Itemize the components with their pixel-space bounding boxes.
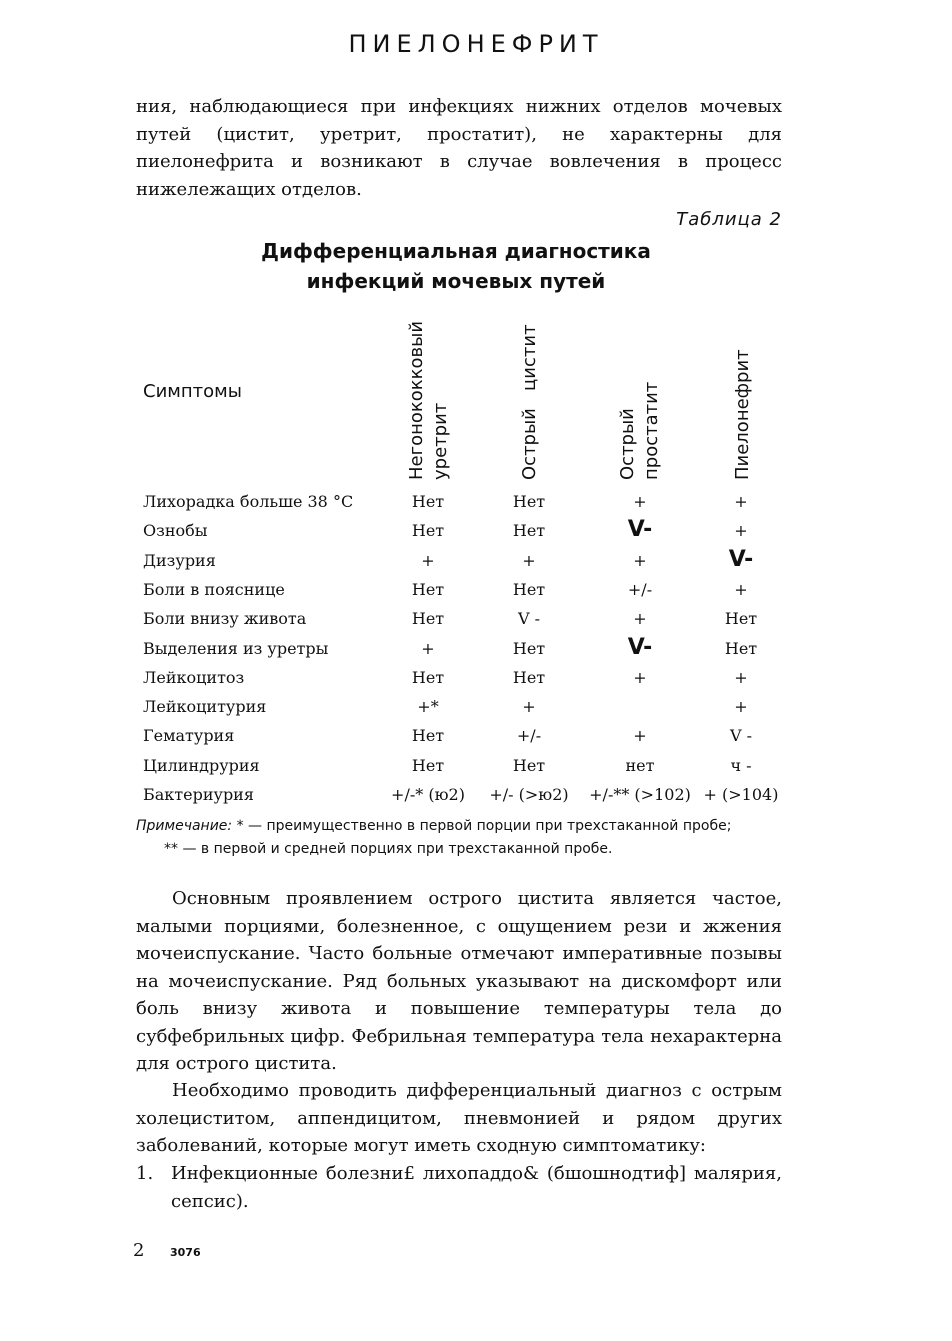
column-header-prostatitis [616, 382, 664, 480]
paragraph-2: Необходимо проводить дифференциальный диагноз с острым холециститом, аппендицитом, пневмонией и рядом других заболеваний, которые могут иметь сходную симптоматику: [136, 1080, 782, 1156]
table-cell: Нет [411, 726, 445, 746]
table-cell: +/- (>ю2) [489, 785, 569, 804]
table-cell: + [421, 550, 435, 570]
table-cell: + [633, 726, 647, 746]
table-cell: V - [517, 609, 541, 629]
table-cell: Нет [512, 667, 546, 687]
paragraph-1: Основным проявлением острого цистита является частое, малыми порциями, болезненное, с ощущением рези и жжения мочеиспускание. Часто больные отмечают императивные позывы на мочеиспускание. Ряд больных указывают на дискомфорт или боль внизу живота и повышение температуры тела до субфебрильных цифр. Фебрильная температура тела нехарактерна для острого цистита. [136, 888, 782, 1074]
table-cell: нет [625, 755, 655, 775]
row-label: Лейкоцитоз [143, 667, 245, 687]
table-cell: +/-** (>102) [589, 785, 691, 804]
table-cell: + [734, 697, 748, 717]
table-cell: + [633, 609, 647, 629]
row-label: Боли в пояснице [143, 579, 285, 599]
table-cell: + [522, 697, 536, 717]
table-cell: Нет [512, 755, 546, 775]
row-label: Лейкоцитурия [143, 697, 267, 717]
row-label: Ознобы [143, 521, 208, 541]
symptoms-column-header: Симптомы [143, 381, 242, 402]
footer-code: 3076 [170, 1246, 201, 1259]
note-line-2: ** — в первой и средней порциях при трехстаканной пробе. [164, 841, 613, 857]
column-header-prostatitis-line-1: Острый [617, 408, 638, 480]
table-cell: +/-* (ю2) [391, 785, 465, 804]
column-header-urethritis-line-2: уретрит [430, 402, 451, 480]
note-label: Примечание: [136, 818, 233, 834]
table-cell: + [633, 550, 647, 570]
column-header-urethritis-line-1: Негонококковый [406, 320, 427, 480]
running-header: ПИЕЛОНЕФРИТ [348, 30, 604, 58]
table-cell: Нет [411, 667, 445, 687]
table-cell: V- [627, 634, 653, 660]
table-cell: + [734, 521, 748, 541]
table-cell: V- [627, 517, 653, 543]
table-cell: Нет [411, 755, 445, 775]
table-title [136, 236, 776, 296]
table-cell: V- [728, 546, 754, 572]
row-label: Выделения из уретры [143, 638, 329, 658]
row-label: Бактериурия [143, 785, 254, 804]
table-cell: Нет [411, 521, 445, 541]
table-cell: + [734, 579, 748, 599]
column-header-cystitis-line-1: Острый цистит [519, 324, 540, 480]
table-cell: +* [417, 697, 439, 717]
row-label: Боли внизу живота [143, 609, 307, 629]
table-cell: Нет [512, 579, 546, 599]
table-cell: Нет [512, 492, 546, 511]
table-label: Таблица 2 [676, 209, 782, 230]
column-header-prostatitis-line-2: простатит [641, 381, 662, 480]
column-header-urethritis [405, 321, 453, 480]
table-cell: Нет [724, 609, 758, 629]
table-note [136, 815, 731, 838]
table-cell: + [522, 550, 536, 570]
table-cell: +/- [627, 579, 653, 599]
table-cell: Нет [512, 638, 546, 658]
table-cell: Нет [411, 579, 445, 599]
list-item-1-text: Инфекционные болезни£ лихопаддо& (бшошнодтиф] малярия, сепсис). [171, 1163, 782, 1212]
table-cell: + [421, 638, 435, 658]
table-cell: V - [729, 726, 753, 746]
table-title-line-1: Дифференциальная диагностика [261, 239, 651, 263]
column-header-pyelonephritis [731, 349, 755, 480]
column-header-pyelonephritis-line-1: Пиелонефрит [732, 349, 753, 480]
row-label: Гематурия [143, 726, 235, 746]
intro-paragraph: ния, наблюдающиеся при инфекциях нижних отделов мочевых путей (цистит, уретрит, простатит), не характерны для пиелонефрита и возникают в случае вовлечения в процесс нижележащих отделов. [136, 96, 782, 200]
table-cell: + (>104) [703, 785, 779, 804]
table-cell: Нет [411, 609, 445, 629]
table-cell: + [734, 667, 748, 687]
table-cell: ч - [730, 755, 752, 775]
table-title-line-2: инфекций мочевых путей [306, 269, 606, 293]
page-number: 2 [133, 1240, 145, 1261]
table-cell: +/- [516, 726, 542, 746]
row-label: Лихорадка больше 38 °С [143, 492, 354, 511]
table-cell: + [633, 667, 647, 687]
row-label: Дизурия [143, 550, 216, 570]
table-cell: Нет [724, 638, 758, 658]
table-cell: Нет [512, 521, 546, 541]
list-item-1-number: 1. [136, 1163, 154, 1184]
table-cell: + [633, 492, 647, 511]
table-cell: Нет [411, 492, 445, 511]
table-cell: + [734, 492, 748, 511]
column-header-cystitis [518, 324, 542, 480]
row-label: Цилиндрурия [143, 755, 260, 775]
note-line-1: * — преимущественно в первой порции при трехстаканной пробе; [236, 818, 732, 834]
